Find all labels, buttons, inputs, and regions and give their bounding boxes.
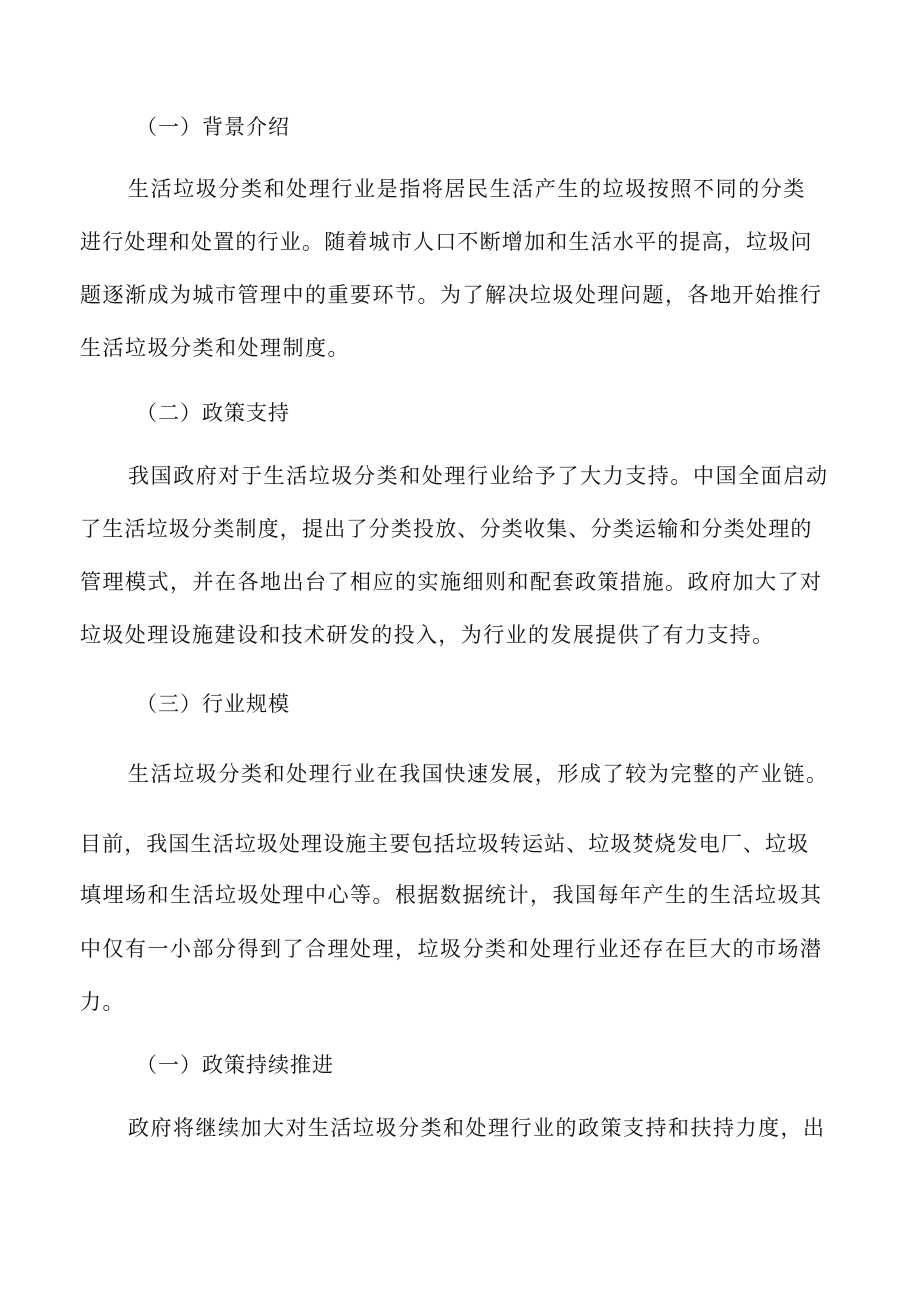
section-heading: （三）行业规模: [136, 692, 290, 716]
paragraph-line: 生活垃圾分类和处理行业在我国快速发展，形成了较为完整的产业链。: [128, 762, 829, 786]
paragraph-line: 管理模式，并在各地出台了相应的实施细则和配套政策措施。政府加大了对: [80, 570, 823, 594]
section-heading: （一）政策持续推进: [136, 1053, 334, 1077]
paragraph-line: 力。: [80, 990, 125, 1014]
paragraph-line: 中仅有一小部分得到了合理处理，垃圾分类和处理行业还存在巨大的市场潜: [80, 937, 823, 961]
section-heading: （二）政策支持: [136, 401, 290, 425]
paragraph-line: 了生活垃圾分类制度，提出了分类投放、分类收集、分类运输和分类处理的: [80, 517, 813, 541]
paragraph-line: 垃圾处理设施建设和技术研发的投入，为行业的发展提供了有力支持。: [80, 623, 775, 647]
paragraph-line: 目前，我国生活垃圾处理设施主要包括垃圾转运站、垃圾焚烧发电厂、垃圾: [80, 832, 810, 856]
paragraph-line: 生活垃圾分类和处理制度。: [80, 336, 350, 360]
paragraph-line: 生活垃圾分类和处理行业是指将居民生活产生的垃圾按照不同的分类: [128, 177, 806, 201]
paragraph-line: 政府将继续加大对生活垃圾分类和处理行业的政策支持和扶持力度，出: [128, 1116, 826, 1140]
paragraph-line: 我国政府对于生活垃圾分类和处理行业给予了大力支持。中国全面启动: [128, 464, 829, 488]
paragraph-line: 进行处理和处置的行业。随着城市人口不断增加和生活水平的提高，垃圾问: [80, 230, 813, 254]
paragraph-line: 填埋场和生活垃圾处理中心等。根据数据统计，我国每年产生的生活垃圾其: [80, 883, 823, 907]
paragraph-line: 题逐渐成为城市管理中的重要环节。为了解决垃圾处理问题，各地开始推行: [80, 283, 823, 307]
section-heading: （一）背景介绍: [136, 115, 290, 139]
